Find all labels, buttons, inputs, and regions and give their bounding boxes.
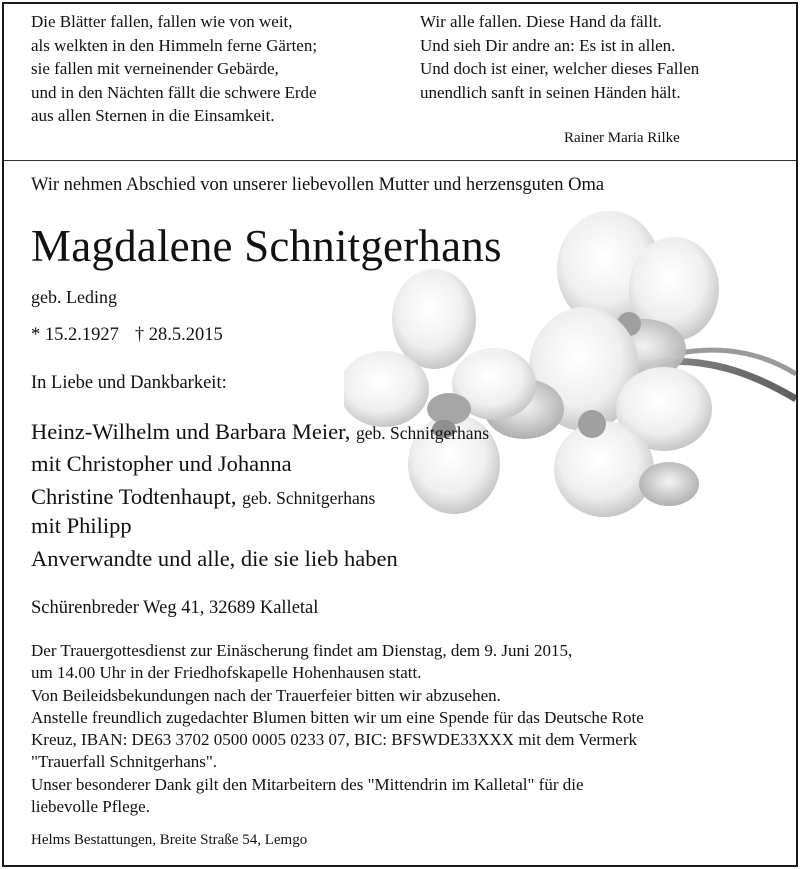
poem-line: sie fallen mit verneinender Gebärde, [31, 59, 279, 78]
birth-date: * 15.2.1927 [31, 325, 119, 345]
notice-line: Der Trauergottesdienst zur Einäscherung findet am Dienstag, dem 9. Juni 2015, [31, 641, 573, 660]
mourner-name: Christine Todtenhaupt, [31, 484, 237, 509]
service-notice [31, 640, 644, 818]
poem-stanza-left [31, 10, 317, 128]
poem-author: Rainer Maria Rilke [564, 130, 680, 146]
notice-line: Anstelle freundlich zugedachter Blumen bitten wir um eine Spende für das Deutsche Rote [31, 707, 644, 727]
mourner-name: Heinz-Wilhelm und Barbara Meier, [31, 419, 351, 444]
notice-line: "Trauerfall Schnitgerhans". [31, 752, 218, 772]
poem-line: aus allen Sternen in die Einsamkeit. [31, 106, 275, 125]
poem-line: als welkten in den Himmeln ferne Gärten; [31, 35, 318, 55]
poem-stanza-right [420, 10, 699, 104]
obituary-notice [2, 2, 798, 867]
notice-line: um 14.00 Uhr in der Friedhofskapelle Hohenhausen statt. [31, 663, 422, 683]
divider [4, 160, 796, 161]
notice-line: Kreuz, IBAN: DE63 3702 0500 0005 0233 07, BIC: BFSWDE33XXX mit dem Vermerk [31, 730, 637, 750]
poem-line: unendlich sanft in seinen Händen hält. [420, 82, 681, 102]
death-date: † 28.5.2015 [134, 325, 223, 345]
address: Schürenbreder Weg 41, 32689 Kalletal [31, 598, 319, 618]
deceased-name: Magdalene Schnitgerhans [31, 221, 502, 271]
poem-line: Und doch ist einer, welcher dieses Fallen [420, 59, 700, 78]
poem-line: und in den Nächten fällt die schwere Erde [31, 82, 317, 102]
funeral-home-footer: Helms Bestattungen, Breite Straße 54, Lemgo [31, 832, 308, 848]
poem-line: Wir alle fallen. Diese Hand da fällt. [420, 12, 662, 31]
poem-line: Die Blätter fallen, fallen wie von weit, [31, 12, 293, 31]
mourner-line [31, 484, 375, 510]
notice-line: Unser besonderer Dank gilt den Mitarbeitern des "Mittendrin im Kalletal" für die [31, 774, 584, 794]
mourner-line: mit Christopher und Johanna [31, 451, 292, 476]
thanks-text: In Liebe und Dankbarkeit: [31, 373, 227, 393]
mourner-line: mit Philipp [31, 513, 132, 538]
mourner-birth-name: geb. Schnitgerhans [242, 488, 376, 508]
notice-line: liebevolle Pflege. [31, 797, 150, 817]
mourner-line [31, 419, 489, 445]
intro-text: Wir nehmen Abschied von unserer liebevollen Mutter und herzensguten Oma [31, 175, 605, 195]
life-dates [31, 325, 223, 346]
maiden-name: geb. Leding [31, 287, 117, 307]
mourner-line: Anverwandte und alle, die sie lieb haben [31, 546, 398, 571]
notice-line: Von Beileidsbekundungen nach der Trauerfeier bitten wir abzusehen. [31, 685, 501, 705]
mourner-birth-name: geb. Schnitgerhans [355, 423, 490, 443]
poem-line: Und sieh Dir andre an: Es ist in allen. [420, 35, 676, 55]
